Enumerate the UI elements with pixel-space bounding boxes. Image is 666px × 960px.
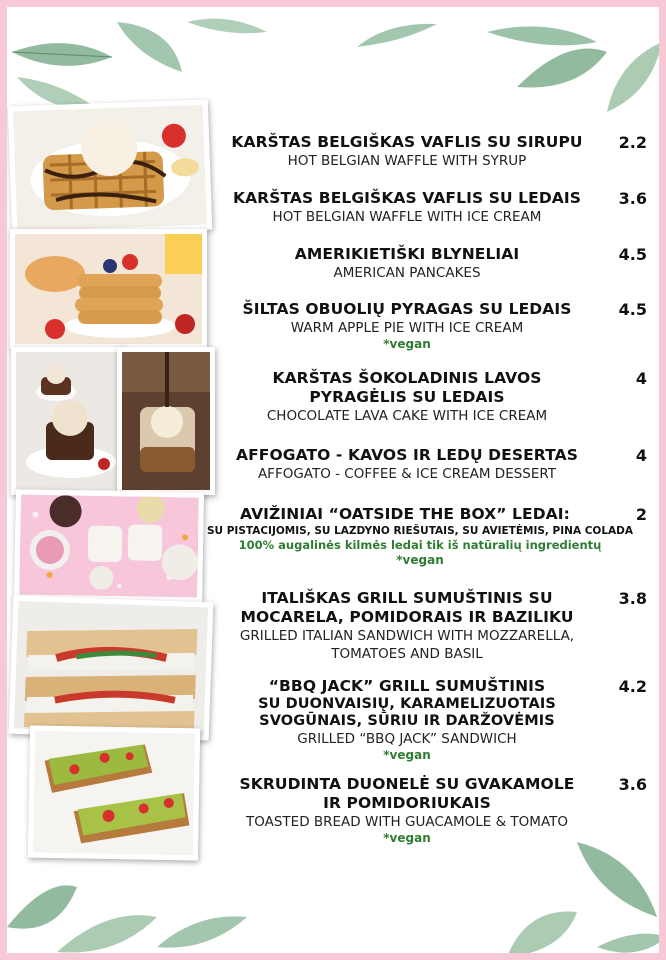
affogato-photo <box>117 347 215 495</box>
leaf-decoration-top-center-icon <box>187 12 447 62</box>
item-name-en: HOT BELGIAN WAFFLE WITH ICE CREAM <box>272 209 542 225</box>
item-name-lt-line2: SU DUONVAISIŲ, KARAMELIZUOTAIS <box>258 696 556 712</box>
item-price: 4.5 <box>618 300 647 319</box>
vegan-tag: *vegan <box>383 337 431 351</box>
item-price: 4 <box>635 369 647 388</box>
menu-item-oat-ice-cream <box>203 505 647 568</box>
item-name-en: CHOCOLATE LAVA CAKE WITH ICE CREAM <box>266 408 548 424</box>
item-name-lt-line2: IR POMIDORIUKAIS <box>323 794 491 812</box>
item-price: 4.5 <box>618 245 647 264</box>
menu-item-guacamole-toast <box>207 775 647 846</box>
item-name-lt: AMERIKIETIŠKI BLYNELIAI <box>294 245 520 263</box>
lava-cake-photo <box>11 347 125 495</box>
item-flavours: SU PISTACIJOMIS, SU LAZDYNO RIEŠUTAIS, SU AVIETĖMIS, PINA COLADA <box>206 525 634 537</box>
grilled-sandwich-photo <box>9 596 214 741</box>
menu-item-italian-sandwich <box>207 589 647 663</box>
item-name-lt-line2: PYRAGĖLIS SU LEDAIS <box>309 388 505 406</box>
item-name-en: TOASTED BREAD WITH GUACAMOLE & TOMATO <box>245 814 569 830</box>
item-price: 3.6 <box>618 189 647 208</box>
item-price: 3.8 <box>618 589 647 608</box>
item-name-lt-line3: SVOGŪNAIS, SŪRIU IR DARŽOVĖMIS <box>259 713 555 729</box>
menu-item-american-pancakes <box>207 245 647 282</box>
guacamole-toast-photo <box>28 726 200 861</box>
item-note: 100% augalinės kilmės ledai tik iš natūralių ingredientų <box>238 538 602 552</box>
menu-item-bbq-jack-sandwich <box>207 677 647 763</box>
pancakes-photo <box>10 229 207 349</box>
menu-item-apple-pie <box>207 300 647 352</box>
item-name-en: HOT BELGIAN WAFFLE WITH SYRUP <box>287 153 527 169</box>
leaf-decoration-top-right-icon <box>477 12 666 122</box>
item-name-lt-line1: SKRUDINTA DUONELĖ SU GVAKAMOLE <box>239 775 575 793</box>
item-name-lt-line1: “BBQ JACK” GRILL SUMUŠTINIS <box>268 677 546 695</box>
menu-item-waffle-ice-cream <box>207 189 647 226</box>
item-name-en: AMERICAN PANCAKES <box>333 265 481 281</box>
item-name-en-line2: TOMATOES AND BASIL <box>331 646 483 662</box>
item-name-lt: AFFOGATO - KAVOS IR LEDŲ DESERTAS <box>236 446 578 464</box>
item-price: 2 <box>635 505 647 524</box>
item-name-en-line1: GRILLED ITALIAN SANDWICH WITH MOZZARELLA, <box>239 628 575 644</box>
item-name-en: AFFOGATO - COFFEE & ICE CREAM DESSERT <box>257 466 557 482</box>
item-name-en: WARM APPLE PIE WITH ICE CREAM <box>290 320 524 336</box>
vegan-tag: *vegan <box>383 748 431 762</box>
vegan-tag: *vegan <box>396 553 444 567</box>
leaf-decoration-bottom-right-icon <box>487 837 666 960</box>
item-name-lt-line1: ITALIŠKAS GRILL SUMUŠTINIS SU <box>261 589 553 607</box>
item-price: 4 <box>635 446 647 465</box>
menu-item-lava-cake <box>207 369 647 425</box>
vegan-tag: *vegan <box>383 831 431 845</box>
item-name-lt: AVIŽINIAI “OATSIDE THE BOX” LEDAI: <box>240 505 570 523</box>
item-name-lt: ŠILTAS OBUOLIŲ PYRAGAS SU LEDAIS <box>242 300 572 318</box>
leaf-decoration-bottom-left-icon <box>7 857 267 960</box>
item-name-en: GRILLED “BBQ JACK” SANDWICH <box>297 731 517 747</box>
menu-item-waffle-syrup <box>207 133 647 170</box>
waffle-photo <box>8 100 212 237</box>
item-name-lt-line2: MOCARELA, POMIDORAIS IR BAZILIKU <box>240 608 574 626</box>
item-price: 4.2 <box>618 677 647 696</box>
item-price: 2.2 <box>618 133 647 152</box>
oat-ice-cream-photo <box>14 489 204 602</box>
item-name-lt-line1: KARŠTAS ŠOKOLADINIS LAVOS <box>272 369 542 387</box>
menu-item-affogato <box>207 446 647 483</box>
item-name-lt: KARŠTAS BELGIŠKAS VAFLIS SU LEDAIS <box>232 189 582 207</box>
item-name-lt: KARŠTAS BELGIŠKAS VAFLIS SU SIRUPU <box>231 133 583 151</box>
item-price: 3.6 <box>618 775 647 794</box>
